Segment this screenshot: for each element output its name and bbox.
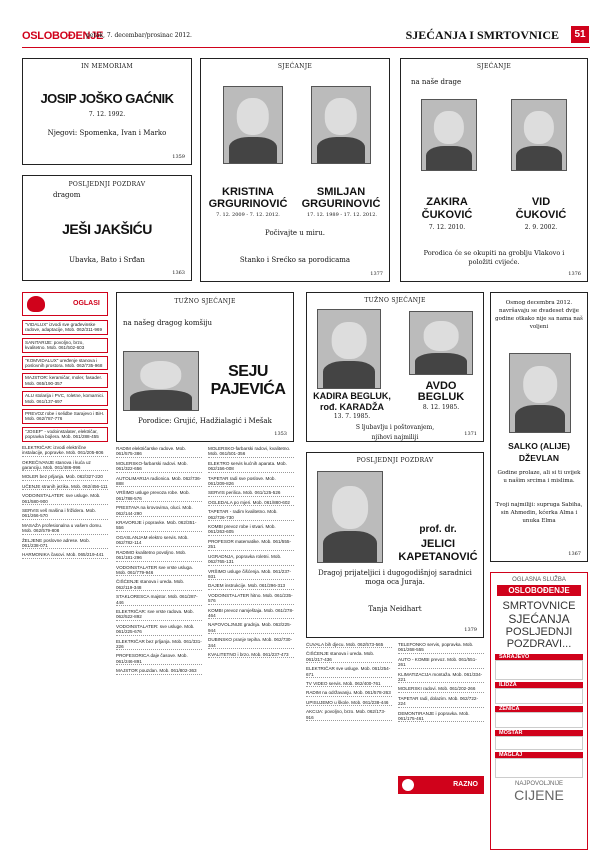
promo-city: MOSTAR	[495, 730, 583, 736]
portrait-photo	[409, 311, 473, 375]
notice-intro: na naše drage	[411, 78, 462, 86]
portrait-photo	[311, 86, 371, 164]
notice-label: TUŽNO SJEĆANJE	[364, 297, 426, 304]
classified-ad: TAPETAR - radim kvalitetno. Mob. 062/726-730	[208, 509, 294, 521]
classified-ad: VODOINSTALATER: sve usluge. Mob. 061/580-900	[22, 493, 108, 505]
classified-ad: RADIMO kvalitetno povoljno. Mob. 061/181-296	[116, 550, 202, 562]
classified-ad: MOLERSKO-farbarski radovi. Mob. 061/322-656	[116, 461, 202, 473]
notice-sad-remembrance-pajevic	[116, 292, 294, 442]
classified-ad: ELEKTRIČAR sve usluge. Mob. 061/254-671	[306, 666, 391, 677]
deceased-name: KADIRA BEGLUK,	[313, 391, 391, 401]
newspaper-logo: OSLOBOĐENJE	[22, 30, 104, 42]
deceased-first-name: ZAKIRA	[426, 196, 468, 208]
classified-ad: VODOINSTALATER hitno. Mob. 061/235-576	[208, 592, 293, 604]
deceased-surname: ČUKOVIĆ	[515, 209, 567, 221]
deceased-surname: GRGURINOVIĆ	[208, 198, 288, 210]
classified-ad: PRESTAVA na krovovima, oluci. Mob. 062/144-290	[116, 505, 202, 517]
classified-ad: KLIMATIZACIJA montaža. Mob. 061/334-221	[398, 671, 483, 683]
notice-signature: Ubavka, Bato i Srđan	[69, 256, 145, 264]
life-dates: 7. 12. 2009 - 7. 12. 2012.	[216, 212, 280, 218]
classified-ad: KOMBI prevoz namještaja. Mob. 061/278-464	[208, 607, 294, 618]
classifieds-column	[116, 446, 202, 850]
classified-ad: ALU stolarija i PVC, roletne, komarnici. Mob. 061/137-697	[22, 391, 108, 406]
razno-icon	[402, 779, 414, 791]
notice-code: 1363	[172, 270, 185, 276]
issue-date: petak, 7. decembar/prosinac 2012.	[86, 32, 192, 39]
notice-label: POSLJEDNJI POZDRAV	[68, 181, 146, 188]
classified-ad: DUBINSKO pranje tepiha. Mob. 062/730-344	[208, 637, 293, 648]
classified-ad: PROFESOR matematike. Mob. 061/555-251	[208, 539, 294, 551]
classified-ad: VRŠIMO usluge čišćenja. Mob. 061/237-931	[208, 569, 294, 581]
classified-ad: SERVIS perilica. Mob. 061/125-526	[208, 490, 294, 496]
notice-sad-remembrance-begluk	[306, 292, 484, 442]
classified-ad: OGLEDALA po mjeri. Mob. 061/880-602	[208, 500, 294, 506]
classified-ad: "VIDALUX" izvodi sve građevinske radove, adaptacije, Mob. 062/311-969	[22, 320, 108, 335]
promo-advertisement	[490, 572, 588, 850]
deceased-name: JOSIP JOŠKO GAĆNIK	[40, 91, 174, 106]
page-header	[0, 0, 611, 52]
deceased-surname: KAPETANOVIĆ	[398, 551, 478, 563]
razno-banner	[398, 776, 484, 794]
promo-city: ZENICA	[495, 706, 583, 712]
notice-signature: Porodice: Grujić, Hadžialagić i Mešak	[138, 417, 272, 425]
classified-ad: KVALITETNO i brzo. Mob. 061/237-473	[208, 652, 294, 658]
deceased-first-name: SEJU	[228, 363, 268, 380]
life-dates: 17. 12. 1989 - 17. 12. 2012.	[306, 212, 378, 218]
classified-ad: AUTO - KOMBI prevoz. Mob. 061/551-261	[398, 657, 484, 669]
classified-ad: MAJSTOR: keramičar, moler, fasader. Mob. 065/190-357	[22, 373, 108, 388]
portrait-photo	[223, 86, 283, 164]
deceased-surname: BEGLUK	[417, 391, 465, 403]
notice-remembrance-cukovic	[400, 58, 588, 282]
classifieds-logo-icon	[27, 296, 45, 312]
deceased-first-name: KRISTINA	[222, 186, 274, 198]
header-rule	[22, 47, 590, 48]
classified-ad: DAJEM instrukcije. Mob. 061/296-313	[208, 583, 294, 589]
notice-signature: njihovi najmiliji	[371, 434, 419, 441]
classified-ad: ELEKTRIČAR: izvodi električne instalacije, popravke. Mob. 061/205-806	[22, 445, 108, 457]
notice-text: Porodica će se okupiti na groblju Vlakovo i položiti cvijeće.	[423, 249, 565, 266]
notice-signature: Tanja Neidhart	[368, 605, 422, 613]
classified-ad: MOLER bez prljanja. Mob. 062/327-220	[22, 474, 108, 480]
notice-code: 1359	[172, 154, 185, 160]
notice-code: 1353	[274, 431, 287, 437]
classified-ad: VODOINSTALATER: sve usluge. Mob. 061/225-676	[116, 624, 202, 636]
promo-footer-big: CIJENE	[514, 787, 564, 803]
notice-intro: dragom	[53, 191, 81, 199]
classified-ad: PREVOZ robe i selidbe Sarajevo i BiH. Mob. 062/787-776	[22, 409, 108, 424]
promo-contact-block	[495, 758, 583, 778]
deceased-first-name: VID	[531, 196, 551, 208]
promo-line: POZDRAVI...	[506, 638, 572, 650]
promo-contact-block	[495, 688, 583, 704]
classifieds-title: OGLASI	[73, 300, 100, 307]
classified-ad: TELEFONKO servis, popravka. Mob. 061/268-555	[398, 642, 484, 654]
notice-label: SJEĆANJE	[277, 63, 313, 70]
notice-code: 1371	[464, 431, 477, 437]
classified-ad: MOLERSKO-farbarski radovi, kvalitetno. Mob. 061/501-356	[208, 446, 294, 458]
classified-ad: PROFESORICA daje časove. Mob. 061/246-891	[116, 653, 202, 665]
classified-ad: ĆUVALA bih djecu. Mob. 062/573-565	[306, 642, 392, 648]
classified-ad: DEMONTIRANJE i popravka. Mob. 061/175-461	[398, 711, 484, 723]
razno-title: RAZNO	[453, 781, 478, 788]
portrait-photo	[317, 471, 383, 563]
notice-intro: Osmog decembra 2012. navršavaju se dvadeset dvije godine otkako nije sa nama naš voljeni	[495, 300, 583, 330]
promo-city: MAGLAJ	[495, 752, 583, 758]
classified-ad: UČENJE stranih jezika. Mob. 062/456-111	[22, 483, 108, 489]
promo-contact-block	[495, 736, 583, 750]
classified-ad: OKREČIVANJE stanova i kuća uz garanciju. Mob. 061/486-996	[22, 460, 108, 472]
deceased-surname: DŽEVLAN	[518, 453, 560, 463]
notice-code: 1377	[370, 271, 383, 277]
classifieds-column	[22, 320, 108, 850]
deceased-first-name: AVDO	[425, 380, 457, 392]
notice-code: 1376	[568, 271, 581, 277]
classified-ad: MASAŽA profesionalna u vašem domu. Mob. 062/579-808	[22, 523, 108, 535]
notice-code: 1367	[568, 551, 581, 557]
classified-ad: VODOINSTALATER sve vrste usluga. Mob. 061/779-946	[116, 565, 202, 577]
deceased-maiden-name: rođ. KARADŽA	[320, 402, 384, 412]
notice-text: S ljubavlju i poštovanjem,	[355, 424, 435, 431]
deceased-first-name: SMILJAN	[316, 186, 366, 198]
classifieds-column	[306, 642, 392, 850]
promo-footer: NAJPOVOLJNIJE	[514, 781, 563, 787]
section-title: SJEĆANJA I SMRTOVNICE	[405, 28, 559, 42]
notice-label: TUŽNO SJEĆANJE	[174, 298, 236, 305]
notice-label: IN MEMORIAM	[81, 63, 133, 70]
classified-ad: AKCIJA: povoljno, brzo. Mob. 062/173-916	[306, 709, 392, 721]
promo-kicker: OGLASNA SLUŽBA	[512, 577, 566, 583]
classified-ad: MOLERSKI radovi. Mob. 061/202-266	[398, 686, 484, 692]
classified-ad: HARMONIKA časovi. Mob. 065/219-441	[22, 552, 108, 558]
deceased-first-name: JELICI	[420, 538, 456, 550]
classified-ad: ELEKTRIČAR bez prljanja. Mob. 061/331-226	[116, 638, 202, 649]
portrait-photo	[123, 351, 199, 411]
classified-ad: TV VIDEO servis. Mob. 062/400-761	[306, 681, 392, 687]
classified-ad: ŽELJENE poslovne adrese. Mob. 061/238-071	[22, 538, 108, 550]
notice-text: Počivajte u miru.	[265, 229, 325, 237]
death-date: 2. 9. 2002.	[524, 224, 558, 231]
promo-brand: OSLOBOĐENJE	[497, 585, 581, 596]
portrait-photo	[511, 99, 567, 171]
classified-ad: NAPOVOLJNIJE gradnja. Mob. 062/225-944	[208, 622, 294, 634]
portrait-photo	[509, 353, 571, 433]
death-date: 7. 12. 2010.	[428, 224, 466, 231]
classified-ad: "KOMVIDALUX" uređenje stanova i poslovnih prostora. Mob. 062/735-968	[22, 356, 108, 371]
notice-label: POSLJEDNJI POZDRAV	[356, 457, 434, 464]
classified-ad: "JOSEF" - vodoinstalater, električar, popravka bojlera. Mob. 061/288-455	[22, 427, 108, 442]
notice-in-memoriam	[22, 58, 192, 165]
deceased-first-name: SALKO (ALIJE)	[508, 441, 570, 451]
page-number: 51	[571, 26, 589, 43]
portrait-photo	[317, 309, 381, 389]
classified-ad: TAPETAR radi, dolazim. Mob. 062/722-224	[398, 696, 484, 708]
promo-line: SMRTOVNICE	[502, 600, 576, 612]
classified-ad: RADIM na održavanju. Mob. 061/578-263	[306, 690, 391, 696]
classifieds-column	[208, 446, 294, 850]
classified-ad: MAJSTOR pouzdan. Mob. 061/802-363	[116, 668, 202, 674]
notice-text: Dragoj prijateljici i dugogodišnjoj saradnici moga oca Juraja.	[318, 569, 472, 586]
portrait-photo	[421, 99, 477, 171]
classified-ad: AUTOLIMARIJA radionica. Mob. 062/736-888	[116, 475, 202, 487]
classified-ad: SERVIS veš mašina i frižidera. Mob. 061/266-570	[22, 508, 108, 520]
notice-signature: Stanko i Srećko sa porodicama	[239, 256, 351, 264]
notice-remembrance-grgurinovic	[200, 58, 390, 282]
classified-ad: ČIŠĆENJE stanova i ureda. Mob. 062/119-348	[116, 579, 202, 591]
classified-ad: RADIM električarske radove. Mob. 061/575-386	[116, 446, 202, 458]
classified-ad: VRŠIMO usluge prevoza robe. Mob. 061/788-576	[116, 490, 202, 502]
classified-ad: ELEKTRIČAR: sve vrste radova. Mob. 062/522-892	[116, 609, 202, 621]
deceased-surname: PAJEVIĆA	[210, 381, 286, 398]
classified-ad: ELEKTRO servis kućnih aparata. Mob. 062/156-008	[208, 461, 294, 473]
notice-last-farewell	[22, 175, 192, 281]
promo-line: POSLJEDNJI	[505, 626, 573, 638]
classified-ad: TAPETAR radi sve poslove. Mob. 061/209-826	[208, 476, 294, 488]
deceased-surname: ČUKOVIĆ	[421, 209, 473, 221]
notice-signature: Tvoji najmiliji: supruga Sabiha, sin Ahmedin, kćerka Alma i unuka Elma	[495, 502, 583, 524]
classified-ad: UGRADNJA, popravka roletni. Mob. 062/765-131	[208, 554, 294, 566]
classifieds-column	[398, 642, 484, 772]
classified-ad: OGASLANJAM elektro servis. Mob. 062/782-114	[116, 535, 202, 547]
classified-ad: KRAVORIJE i popravke. Mob. 062/351-556	[116, 520, 202, 532]
promo-contact-block	[495, 660, 583, 680]
promo-city: ILIDŽA	[495, 682, 583, 688]
promo-line: SJEĆANJA	[508, 612, 570, 626]
notice-label: SJEĆANJE	[476, 63, 512, 70]
notice-signature: Njegovi: Spomenka, Ivan i Marko	[47, 129, 167, 137]
promo-contact-block	[495, 712, 583, 728]
deceased-surname: GRGURINOVIĆ	[301, 198, 381, 210]
notice-intro: na našeg dragog komšiju	[123, 319, 213, 327]
classified-ad: UPISUJEMO u škole. Mob. 061/238-446	[306, 700, 392, 706]
classified-ad: ČIŠĆENJE stanova i ureda. Mob. 061/217-436	[306, 651, 392, 663]
academic-title: prof. dr.	[419, 524, 457, 535]
death-date: 8. 12. 1985.	[422, 404, 460, 411]
death-date: 13. 7. 1985.	[333, 413, 371, 420]
notice-remembrance-dzevlan	[490, 292, 588, 562]
notice-code: 1379	[464, 627, 477, 633]
classified-ad: KOMBI prevoz robe i stvari. Mob. 061/263-605	[208, 524, 294, 536]
notice-text: Godine prolaze, ali si ti uvijek u našim srcima i mislima.	[497, 470, 581, 484]
classified-ad: STAKLORESCA majstor. Mob. 061/287-446	[116, 594, 202, 606]
deceased-name: JEŠI JAKŠIĆU	[62, 221, 152, 237]
promo-city: SARAJEVO	[495, 654, 583, 660]
classified-ad: SANITARIJE: povoljno, brzo, kvalitetno. Mob. 061/502-603	[22, 338, 108, 353]
death-date: 7. 12. 1992.	[88, 111, 126, 118]
classifieds-header	[22, 292, 108, 316]
notice-last-farewell-kapetanovic	[306, 452, 484, 638]
